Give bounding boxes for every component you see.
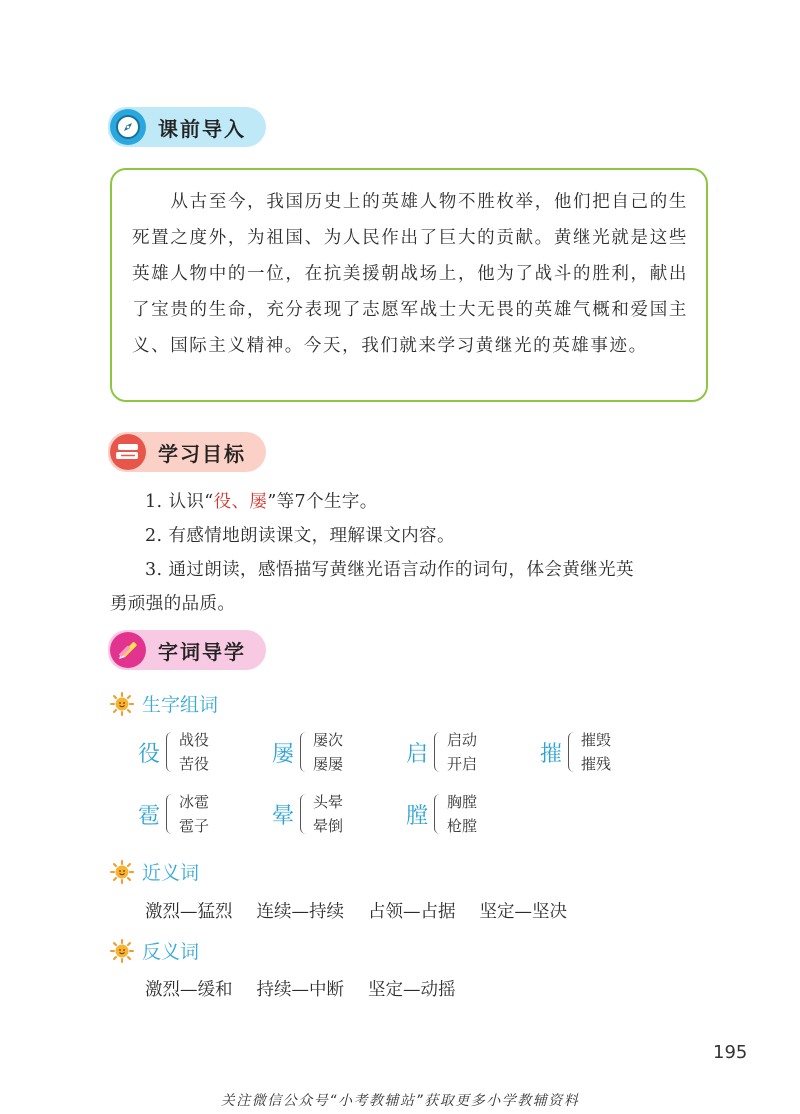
section-title-intro: 课前导入 xyxy=(158,116,246,141)
char-group xyxy=(406,728,477,776)
char-group-word: 晕倒 xyxy=(313,817,344,835)
char-group-word: 雹子 xyxy=(179,817,210,835)
brace xyxy=(434,794,441,834)
antonym-pair: 持续—中断 xyxy=(256,980,344,1000)
compass-icon xyxy=(110,109,146,145)
synonym-pair: 坚定—坚决 xyxy=(479,902,567,922)
goal-item-3: 3. 通过朗读，感悟描写黄继光语言动作的词句，体会黄继光英 xyxy=(145,560,634,580)
synonym-pair: 连续—持续 xyxy=(256,902,344,922)
char-group-char: 摧 xyxy=(540,741,563,767)
intro-paragraph: 从古至今，我国历史上的英雄人物不胜枚举，他们把自己的生死置之度外，为祖国、为人民作出了巨大的贡献。黄继光就是这些英雄人物中的一位，在抗美援朝战场上，他为了战斗的胜利，献出了宝贵的生命，充分表现了志愿军战士大无畏的英雄气概和爱国主义、国际主义精神。今天，我们就来学习黄继光的英雄事迹。 xyxy=(132,192,688,356)
subhead-char-words xyxy=(110,690,218,717)
antonym-list xyxy=(145,976,480,1001)
section-title-goals: 学习目标 xyxy=(158,441,246,466)
brace xyxy=(434,732,441,772)
subhead-char-words-label: 生字组词 xyxy=(142,694,219,716)
char-group-word: 头晕 xyxy=(313,793,344,811)
goal-1-suffix: ”等7个生字。 xyxy=(267,492,378,512)
intro-text-box xyxy=(110,168,708,402)
char-group xyxy=(272,790,343,838)
char-group-char: 启 xyxy=(406,741,429,767)
char-group-word: 启动 xyxy=(447,731,478,749)
pencil-icon xyxy=(110,632,146,668)
char-group xyxy=(272,728,343,776)
char-group-char: 膛 xyxy=(406,803,429,829)
subhead-antonyms xyxy=(110,937,199,964)
char-group-word: 胸膛 xyxy=(447,793,478,811)
page-number: 195 xyxy=(713,1042,748,1063)
char-group-word: 战役 xyxy=(179,731,210,749)
sun-icon xyxy=(110,939,134,963)
char-group-word: 开启 xyxy=(447,755,478,773)
goal-item-2: 2. 有感情地朗读课文，理解课文内容。 xyxy=(145,526,455,546)
char-group-char: 役 xyxy=(138,741,161,767)
subhead-synonyms-label: 近义词 xyxy=(142,862,200,884)
section-title-words: 字词导学 xyxy=(158,639,246,664)
char-group xyxy=(406,790,477,838)
char-group-char: 晕 xyxy=(272,803,295,829)
char-group xyxy=(138,790,209,838)
goal-item-1 xyxy=(145,488,378,513)
char-group-char: 雹 xyxy=(138,803,161,829)
char-group-word: 屡次 xyxy=(313,731,344,749)
char-group-word: 摧残 xyxy=(581,755,612,773)
section-header-intro xyxy=(108,107,266,147)
goal-1-highlight: 役、屡 xyxy=(213,492,268,512)
char-group-char: 屡 xyxy=(272,741,295,767)
footer-note: 关注微信公众号“小考教辅站”获取更多小学教辅资料 xyxy=(220,1093,580,1109)
brace xyxy=(568,732,575,772)
goal-1-prefix: 1. 认识“ xyxy=(145,492,214,512)
book-stack-icon xyxy=(110,434,146,470)
brace xyxy=(300,794,307,834)
sun-icon xyxy=(110,860,134,884)
section-header-words xyxy=(108,630,266,670)
sun-icon xyxy=(110,692,134,716)
char-group xyxy=(540,728,611,776)
brace xyxy=(166,732,173,772)
synonym-pair: 占领—占据 xyxy=(368,902,456,922)
section-header-goals xyxy=(108,432,266,472)
char-group-word: 枪膛 xyxy=(447,817,478,835)
subhead-synonyms xyxy=(110,858,199,885)
antonym-pair: 激烈—缓和 xyxy=(145,980,233,1000)
brace xyxy=(300,732,307,772)
char-group-word: 苦役 xyxy=(179,755,210,773)
synonym-pair: 激烈—猛烈 xyxy=(145,902,233,922)
char-group xyxy=(138,728,209,776)
char-group-word: 冰雹 xyxy=(179,793,210,811)
antonym-pair: 坚定—动摇 xyxy=(368,980,456,1000)
char-group-word: 屡屡 xyxy=(313,755,344,773)
synonym-list xyxy=(145,898,591,923)
goal-item-3-continued: 勇顽强的品质。 xyxy=(110,594,236,614)
subhead-antonyms-label: 反义词 xyxy=(142,941,200,963)
brace xyxy=(166,794,173,834)
char-group-word: 摧毁 xyxy=(581,731,612,749)
